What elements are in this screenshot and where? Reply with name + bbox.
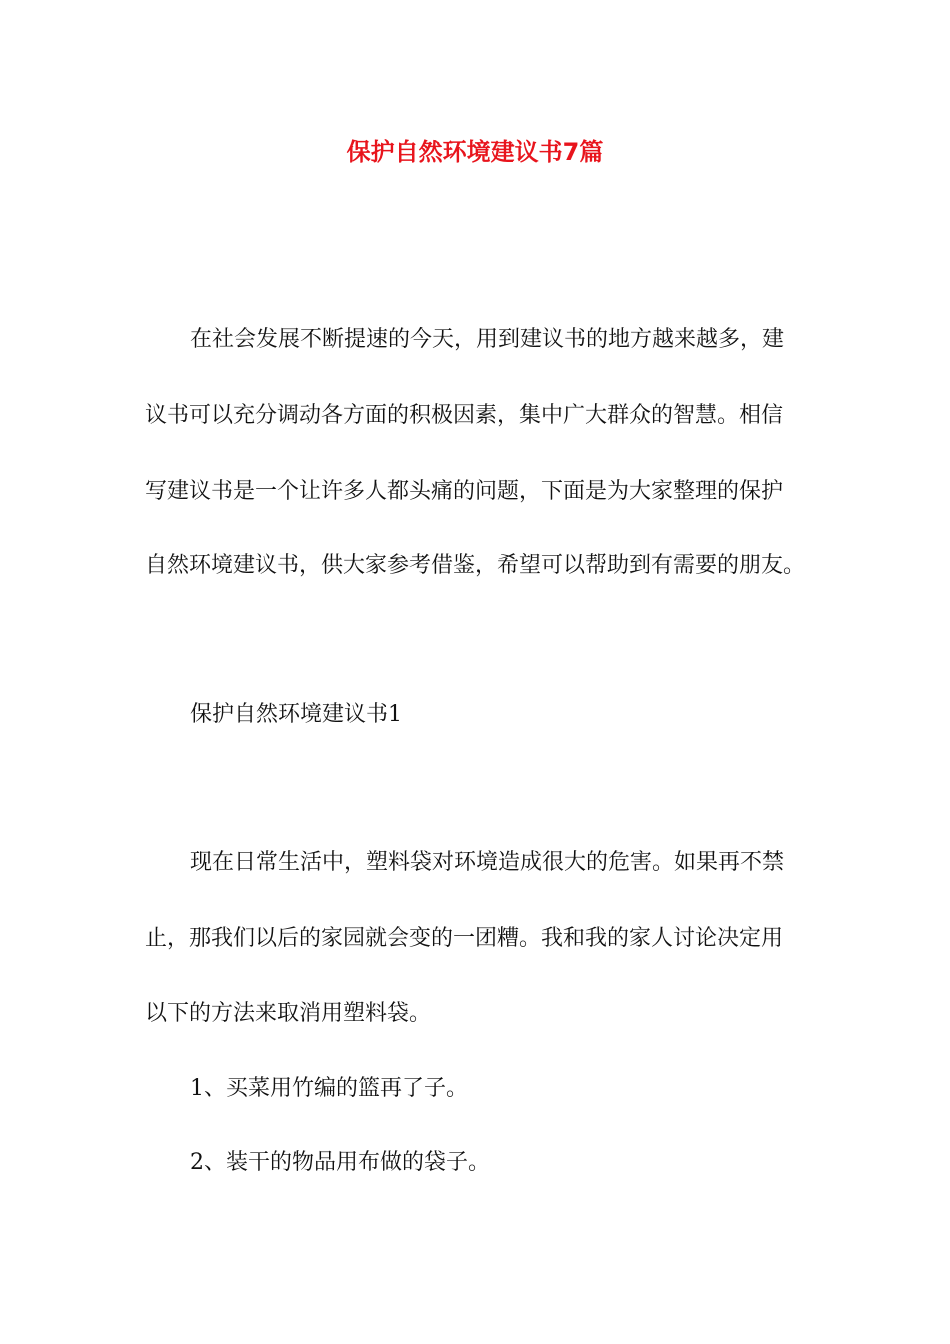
body-line-3: 以下的方法来取消用塑料袋。 (145, 1001, 432, 1026)
intro-line-1: 在社会发展不断提速的今天，用到建议书的地方越来越多，建 (190, 327, 785, 352)
intro-line-4: 自然环境建议书，供大家参考借鉴，希望可以帮助到有需要的朋友。 (145, 553, 806, 578)
intro-line-3: 写建议书是一个让许多人都头痛的问题，下面是为大家整理的保护 (145, 479, 784, 504)
list-item-1: 1、买菜用竹编的篮再了子。 (190, 1076, 468, 1101)
body-line-1: 现在日常生活中，塑料袋对环境造成很大的危害。如果再不禁 (190, 850, 785, 875)
body-line-2: 止，那我们以后的家园就会变的一团糟。我和我的家人讨论决定用 (145, 926, 784, 951)
list-item-2: 2、装干的物品用布做的袋子。 (190, 1150, 490, 1175)
page-title: 保护自然环境建议书7篇 (346, 138, 604, 166)
intro-line-2: 议书可以充分调动各方面的积极因素，集中广大群众的智慧。相信 (145, 403, 784, 428)
section-heading: 保护自然环境建议书1 (190, 702, 402, 727)
